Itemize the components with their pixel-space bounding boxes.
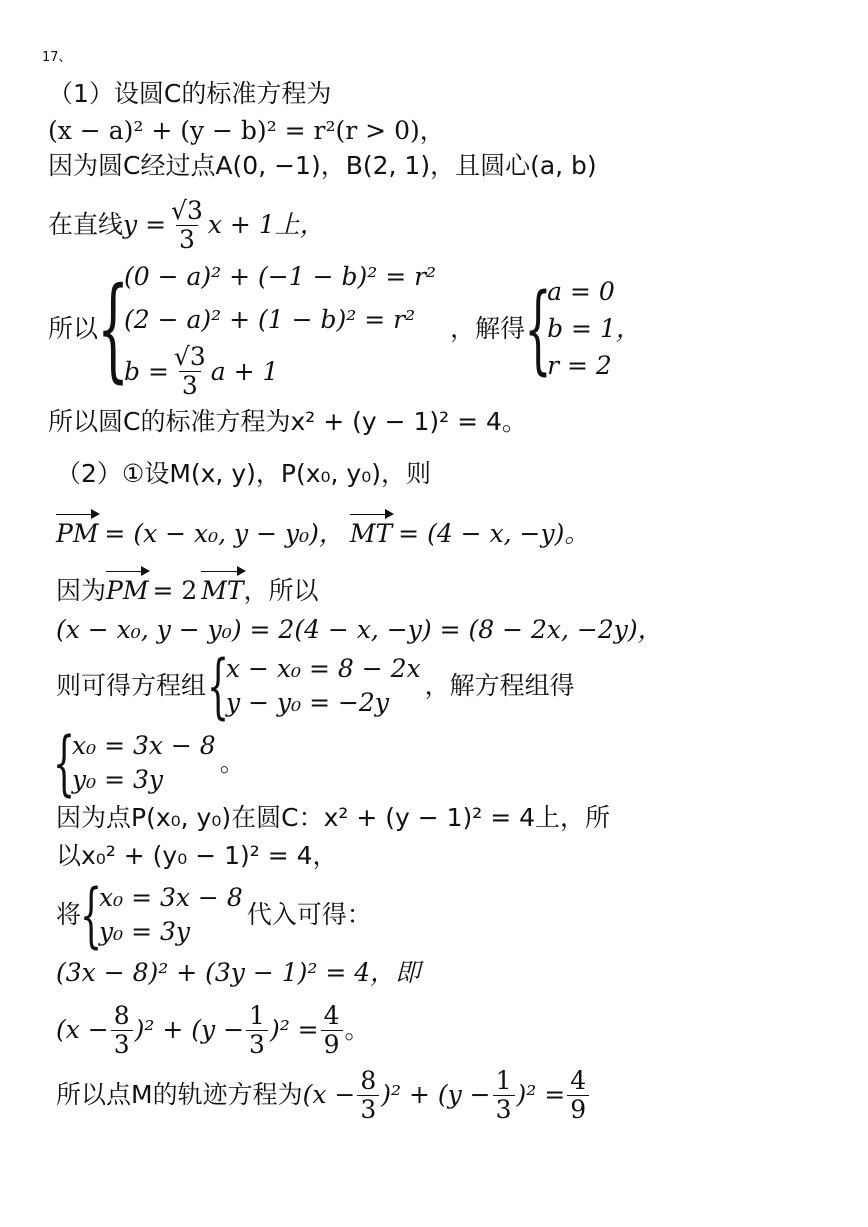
system-row: x − x₀ = 8 − 2x	[226, 654, 421, 683]
system-prefix: 则可得方程组	[56, 671, 207, 700]
line-y-eq: y =	[123, 210, 167, 239]
substitute-suffix: 代入可得：	[246, 900, 372, 929]
vector-pm: PM	[56, 519, 99, 548]
left-brace: {	[206, 645, 230, 727]
system-row: a = 0	[547, 277, 615, 306]
vector-mt: MT	[349, 519, 393, 548]
line-tail: x + 1上，	[207, 210, 325, 239]
system-row: b = 1，	[547, 314, 641, 343]
equals-two: = 2	[152, 576, 198, 605]
left-brace: {	[79, 874, 103, 956]
equation-system-1	[96, 260, 437, 400]
numerator: √3	[171, 195, 203, 225]
system-rows	[547, 275, 641, 383]
system-rows	[99, 881, 243, 949]
denominator: 9	[567, 1095, 589, 1122]
part2-on-circle-continued: 以x₀² + (y₀ − 1)² = 4，	[56, 841, 338, 870]
numerator: 8	[360, 1065, 377, 1095]
part2-substitute	[56, 874, 372, 956]
final-part-c: )² =	[516, 1080, 566, 1109]
solve-label: ，解得	[450, 314, 526, 343]
so-label: ，所以	[243, 576, 319, 605]
part1-center-line	[48, 194, 325, 256]
numerator: 4	[570, 1065, 587, 1095]
part1-system	[48, 258, 645, 400]
substitute-prefix: 将	[56, 900, 82, 929]
final-part-b: )² + (y −	[134, 1015, 245, 1044]
part1-passing-points: 因为圆C经过点A(0, −1)，B(2, 1)，且圆心(a, b)	[48, 151, 597, 180]
system-row: x₀ = 3x − 8	[99, 883, 243, 912]
fraction-sqrt3-over-3	[168, 195, 206, 254]
part2-substituted-equation: (3x − 8)² + (3y − 1)² = 4，即	[56, 958, 421, 987]
system-row: x₀ = 3x − 8	[72, 731, 216, 760]
final-part-b: )² + (y −	[381, 1080, 491, 1109]
row-suffix: a + 1	[210, 356, 279, 386]
denominator: 3	[246, 1030, 268, 1057]
left-brace: {	[524, 273, 552, 385]
fraction-4-over-9	[321, 1000, 343, 1059]
left-brace: {	[96, 264, 130, 394]
solution-system-1	[524, 273, 641, 385]
because-label: 因为	[56, 576, 107, 605]
numerator: 1	[495, 1065, 512, 1095]
part2-system	[56, 645, 575, 727]
system-row: y − y₀ = −2y	[226, 688, 389, 717]
system-suffix: ，解方程组得	[424, 671, 575, 700]
vector-mt: MT	[201, 576, 244, 605]
so-label: 所以	[48, 314, 99, 343]
system-row: (0 − a)² + (−1 − b)² = r²	[124, 262, 437, 291]
problem-number: 17、	[42, 50, 72, 65]
denominator: 3	[176, 225, 198, 252]
system-rows	[226, 652, 421, 720]
numerator: 4	[323, 1000, 340, 1030]
final-part-a: (x −	[302, 1080, 356, 1109]
part1-result: 所以圆C的标准方程为x² + (y − 1)² = 4。	[48, 407, 527, 436]
part1-intro: （1）设圆C的标准方程为	[48, 79, 332, 108]
fraction-8-over-3	[357, 1065, 379, 1124]
answer-prefix: 所以点M的轨迹方程为	[56, 1080, 303, 1109]
substitution-system	[79, 874, 243, 956]
period: 。	[219, 748, 245, 777]
final-part-c: )² =	[269, 1015, 319, 1044]
fraction-sqrt3-over-3	[171, 342, 209, 400]
numerator: 1	[249, 1000, 265, 1030]
fraction-4-over-9	[567, 1065, 589, 1124]
numerator: √3	[173, 342, 206, 371]
system-row: r = 2	[547, 351, 612, 380]
part2-intro: （2）①设M(x, y)，P(x₀, y₀)，则	[56, 459, 431, 488]
final-part-a: (x −	[56, 1015, 109, 1044]
system-rows	[124, 260, 436, 398]
vector-pm-value: = (x − x₀, y − y₀)，	[104, 519, 344, 548]
fraction-8-over-3	[111, 1000, 133, 1059]
part2-answer	[56, 1062, 591, 1128]
part1-circle-equation: (x − a)² + (y − b)² = r²(r > 0)，	[48, 116, 445, 145]
denominator: 3	[493, 1095, 515, 1122]
solution-system-2	[52, 722, 216, 804]
part2-vector-relation	[56, 575, 319, 607]
denominator: 9	[321, 1030, 343, 1057]
denominator: 3	[179, 371, 201, 398]
vector-mt-value: = (4 − x, −y)。	[398, 519, 590, 548]
denominator: 3	[357, 1095, 379, 1122]
part2-on-circle: 因为点P(x₀, y₀)在圆C：x² + (y − 1)² = 4上，所	[56, 803, 611, 832]
part2-vectors	[56, 518, 589, 550]
final-period: 。	[344, 1015, 370, 1044]
system-row	[124, 342, 436, 400]
system-row: y₀ = 3y	[99, 917, 191, 946]
part2-standard-form	[56, 998, 370, 1062]
system-rows	[72, 729, 216, 797]
left-brace: {	[52, 722, 76, 804]
denominator: 3	[111, 1030, 133, 1057]
line-prefix: 在直线	[48, 210, 124, 239]
fraction-1-over-3	[246, 1000, 268, 1059]
fraction-1-over-3	[493, 1065, 515, 1124]
numerator: 8	[113, 1000, 130, 1030]
row-prefix: b =	[124, 356, 169, 386]
equation-system-2	[206, 645, 421, 727]
part2-solution	[52, 722, 245, 804]
system-row: y₀ = 3y	[72, 765, 164, 794]
part2-expansion: (x − x₀, y − y₀) = 2(4 − x, −y) = (8 − 2x, −2y)，	[56, 615, 663, 644]
vector-pm: PM	[106, 576, 149, 605]
system-row: (2 − a)² + (1 − b)² = r²	[124, 304, 416, 334]
